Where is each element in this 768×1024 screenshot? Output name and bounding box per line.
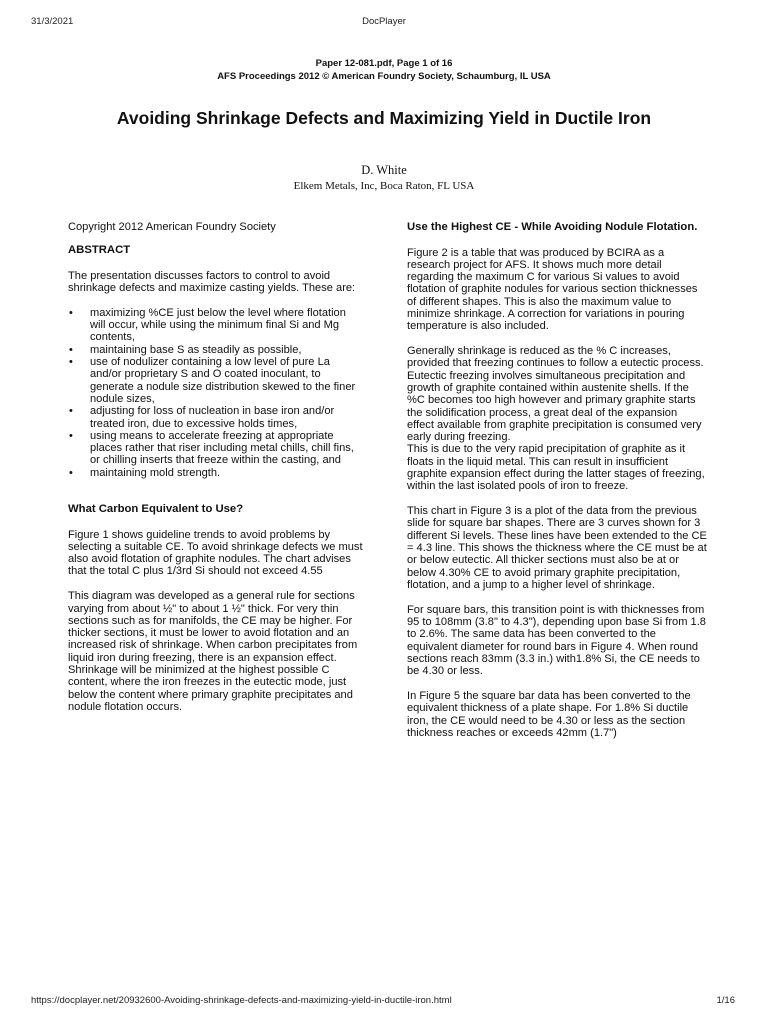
paragraph: Figure 2 is a table that was produced by BCIRA as a research project for AFS. It shows much more detail regarding the maximum C for various Si values to avoid flotation of graphite nodules for various section thicknesses of different shapes. This is also the maximum value to minimize shrinkage. A correction for variations in pouring temperature is also included. — [407, 246, 698, 333]
list-item: • maintaining base S as steadily as possible, — [68, 344, 364, 356]
list-item: • maintaining mold strength. — [68, 467, 364, 479]
abstract-heading: ABSTRACT — [68, 244, 131, 257]
paragraph: Figure 1 shows guideline trends to avoid problems by selecting a suitable CE. To avoid shrinkage defects we must also avoid flotation of graphite nodules. The chart advises that the total C plus 1/3rd Si should not exceed 4.55 — [68, 528, 363, 578]
left-column — [68, 221, 364, 726]
paragraph: For square bars, this transition point is with thicknesses from 95 to 108mm (3.8" to 4.3"), depending upon base Si from 1.8 to 2.6%. The same data has been converted to the equivalent diameter for round bars in Figure 4. When round sections reach 83mm (3.3 in.) with1.8% Si, the CE needs to be 4.30 or less. — [407, 603, 706, 678]
site-name: DocPlayer — [362, 16, 406, 27]
list-item: • adjusting for loss of nucleation in base iron and/or treated iron, due to excessive holds times, — [68, 405, 364, 430]
paragraph: This diagram was developed as a general rule for sections varying from about ½" to about 1 ½" thick. For very thin sections such as for manifolds, the CE may be higher. For thicker sections, it must be lower to avoid flotation and an increased risk of shrinkage. When carbon precipitates from liquid iron during freezing, there is an expansion effect. Shrinkage will be minimized at the highest possible C content, where the iron freezes in the eutectic mode, just below the content where primary graphite precipitates and nodule flotation occurs. — [68, 590, 358, 713]
paragraph: In Figure 5 the square bar data has been converted to the equivalent thickness of a plate shape. For 1.8% Si ductile iron, the CE would need to be 4.30 or less as the section thickness reaches or exceeds 42mm (1.7") — [407, 690, 691, 739]
paragraph: This is due to the very rapid precipitation of graphite as it floats in the liquid metal. This can result in insufficient graphite expansion effect during the latter stages of freezing, within the last isolated pools of iron to freeze. — [407, 443, 705, 493]
highest-ce-heading: Use the Highest CE - While Avoiding Nodule Flotation. — [407, 221, 698, 233]
carbon-equivalent-heading: What Carbon Equivalent to Use? — [68, 503, 244, 516]
copyright-notice: Copyright 2012 American Foundry Society — [68, 221, 276, 233]
factor-list — [68, 307, 364, 479]
source-url: https://docplayer.net/20932600-Avoiding-shrinkage-defects-and-maximizing-yield-in-ductile-iron.html — [31, 995, 452, 1006]
print-page-count: 1/16 — [716, 995, 735, 1006]
list-item: • using means to accelerate freezing at appropriate places rather that riser including metal chills, chill fins, or chilling inserts that freeze within the casting, and — [68, 430, 364, 467]
author-name: D. White — [361, 163, 407, 177]
paragraph: This chart in Figure 3 is a plot of the data from the previous slide for square bar shapes. There are 3 curves shown for 3 different Si levels. These lines have been extended to the CE = 4.3 line. This shows the thickness where the CE must be at or below eutectic. All thicker sections must also be at or below 4.30% CE to avoid primary graphite precipitation, flotation, and a jump to a higher level of shrinkage. — [407, 505, 707, 591]
author-affiliation: Elkem Metals, Inc, Boca Raton, FL USA — [293, 180, 475, 192]
list-item: • use of nodulizer containing a low level of pure La and/or proprietary S and O coated inoculant, to generate a nodule size distribution skewed to the finer nodule sizes, — [68, 356, 364, 405]
paper-title: Avoiding Shrinkage Defects and Maximizing Yield in Ductile Iron — [116, 108, 652, 128]
paper-reference: Paper 12-081.pdf, Page 1 of 16 — [315, 58, 453, 69]
proceedings-line: AFS Proceedings 2012 © American Foundry Society, Schaumburg, IL USA — [217, 71, 551, 82]
print-date: 31/3/2021 — [31, 16, 74, 27]
paragraph: Generally shrinkage is reduced as the % C increases, provided that freezing continues to follow a eutectic process. Eutectic freezing involves simultaneous precipitation and growth of graphite contained within austenite shells. If the %C becomes too high however and primary graphite starts the solidification process, a great deal of the expansion effect available from graphite precipitation is consumed very early during freezing. — [407, 345, 704, 444]
list-item: • maximizing %CE just below the level where flotation will occur, while using the minimum final Si and Mg contents, — [68, 307, 364, 344]
right-column — [407, 221, 707, 752]
abstract-intro: The presentation discusses factors to control to avoid shrinkage defects and maximize casting yields. These are: — [68, 269, 356, 295]
